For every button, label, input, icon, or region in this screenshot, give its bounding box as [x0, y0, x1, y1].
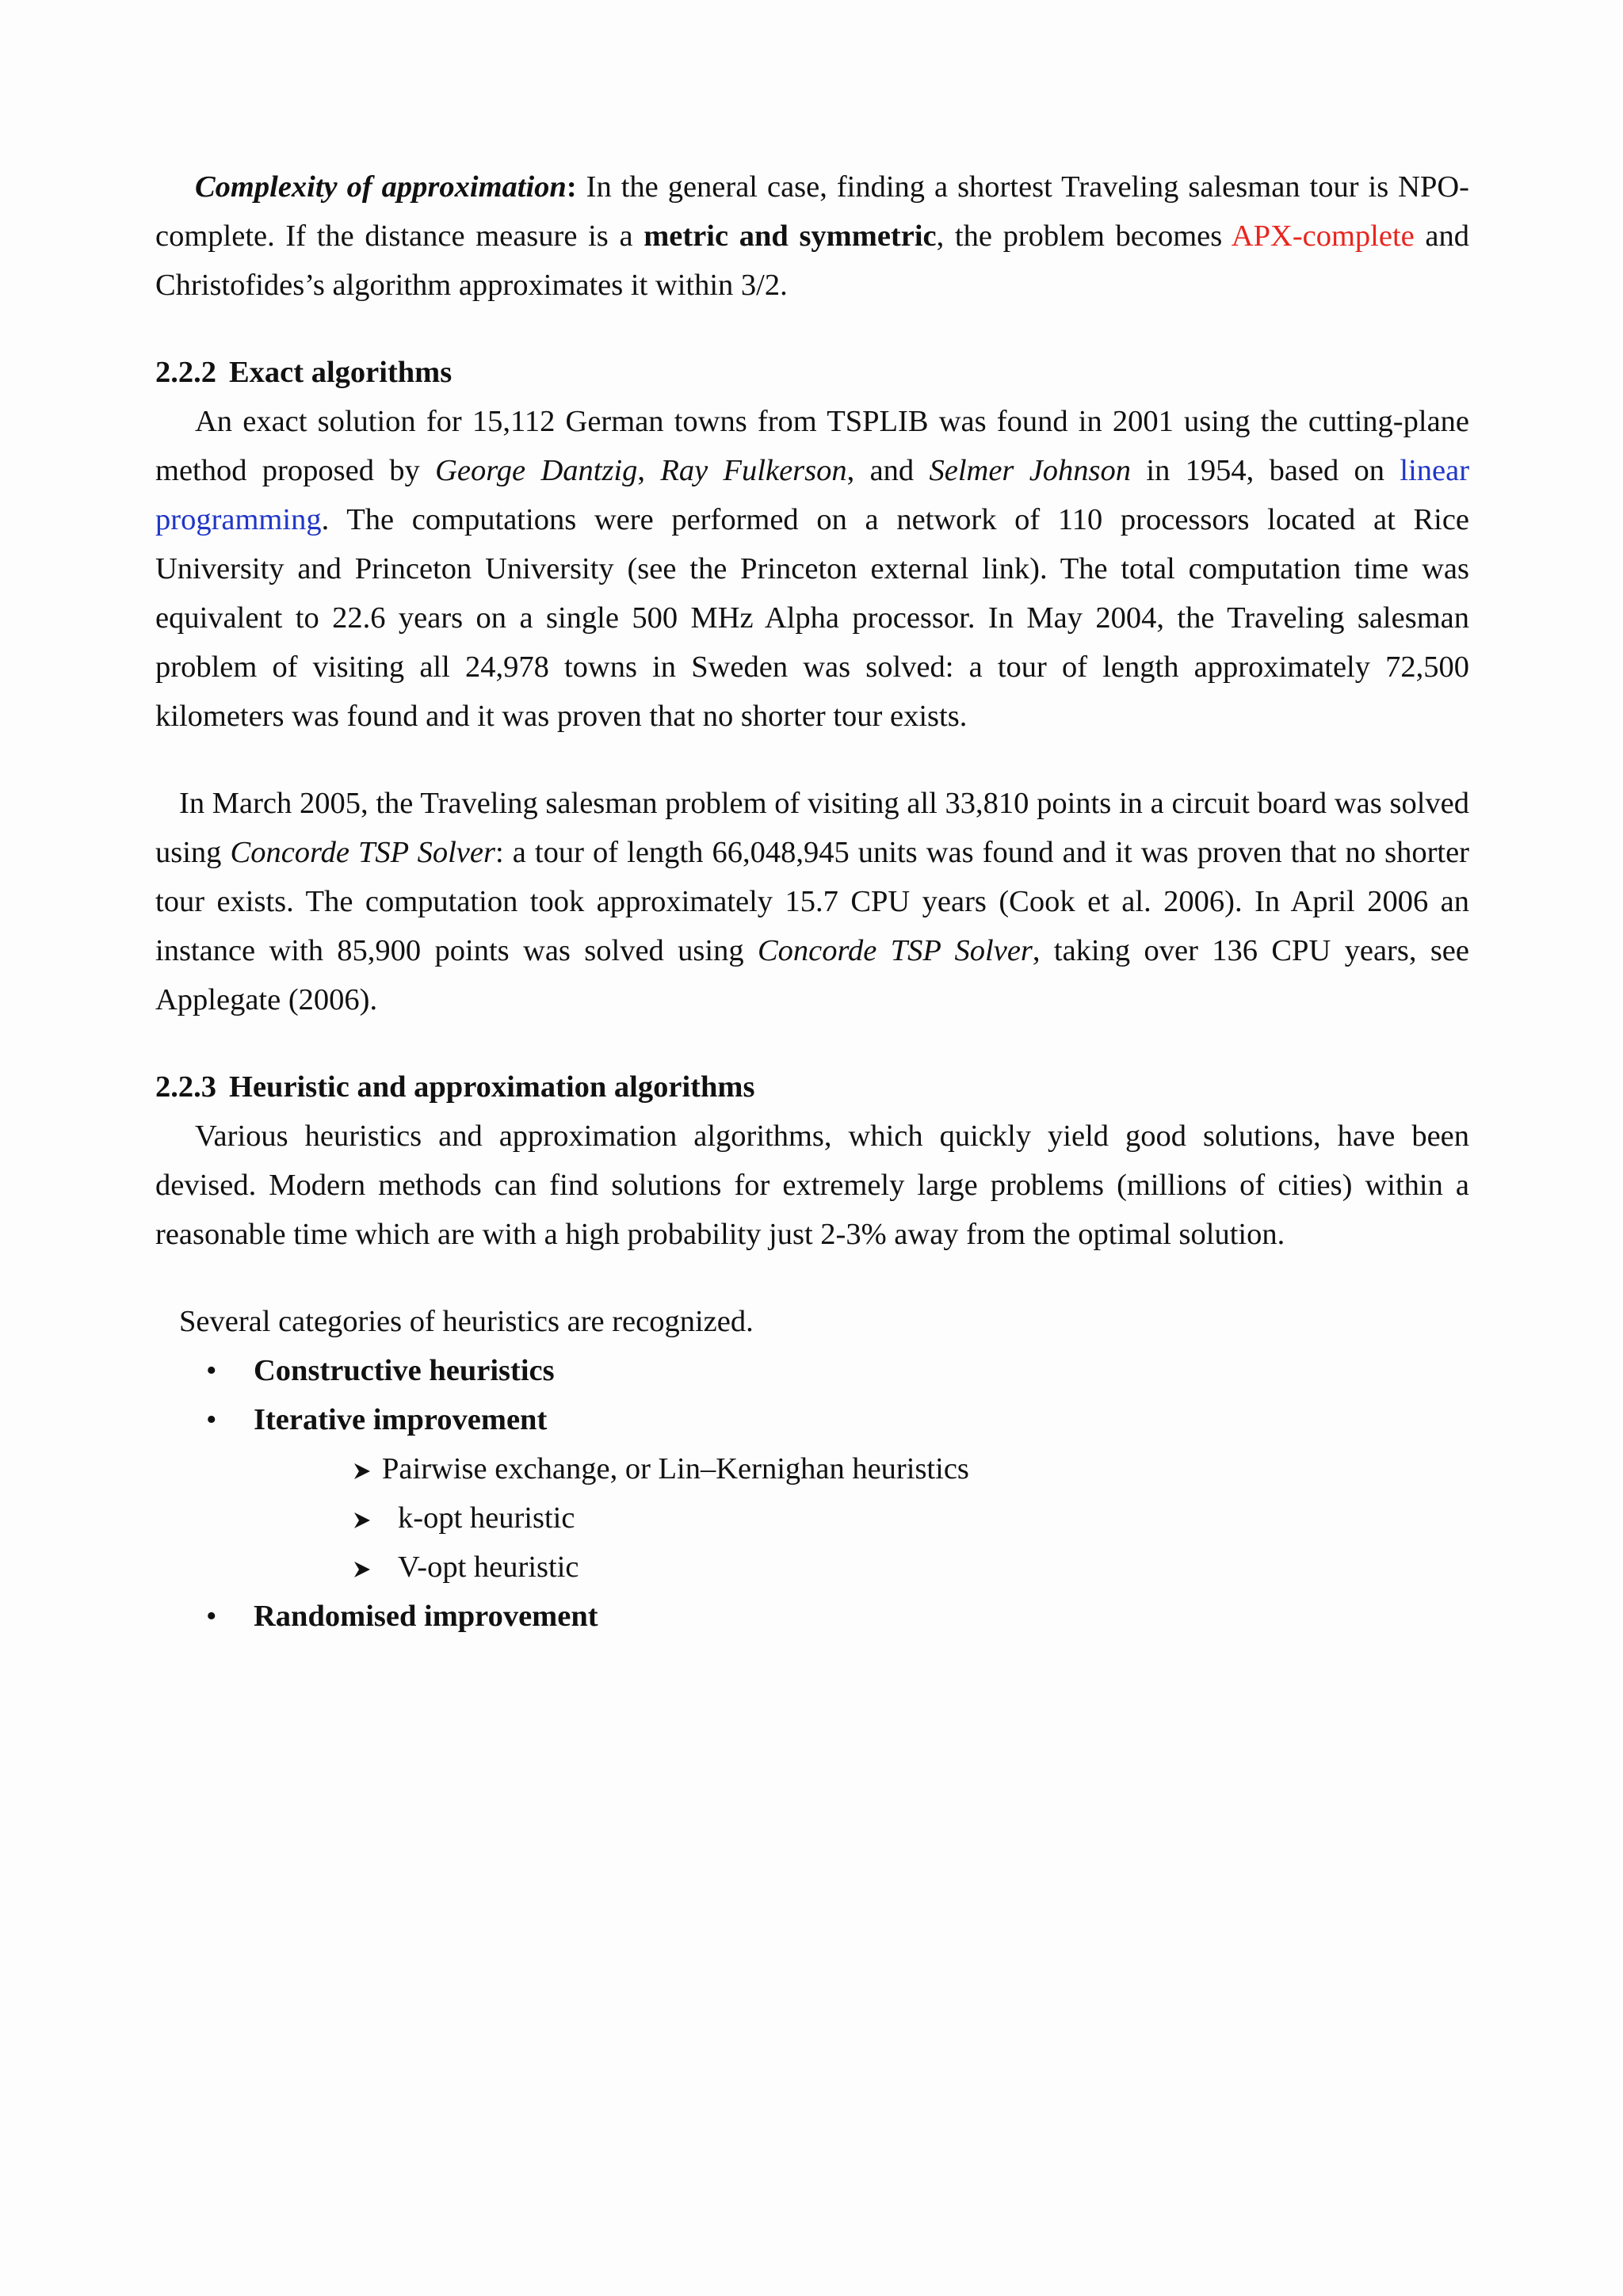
apx-complete-link[interactable]: APX-complete: [1231, 219, 1415, 253]
solver-name: Concorde TSP Solver: [757, 934, 1033, 967]
linear-programming-link[interactable]: linear programming: [155, 454, 1470, 536]
exact2-text-a: In March 2005, the Traveling salesman problem of visiting all 33,810 points in a circuit board was solved using: [155, 787, 1469, 869]
arrow-bullet-icon: [352, 1444, 372, 1493]
bullet-icon: •: [206, 1354, 217, 1387]
name-johnson: Selmer Johnson: [929, 454, 1132, 487]
complexity-text-2: , the problem becomes: [936, 219, 1232, 253]
arrow-bullet-icon: [352, 1493, 372, 1543]
name-fulkerson: Ray Fulkerson: [660, 454, 847, 487]
sub-list: [254, 1444, 1469, 1592]
document-page: [155, 162, 1469, 1641]
sep: , and: [846, 454, 930, 487]
section-number: 2.2.3: [155, 1070, 216, 1104]
heuristic-paragraph: Various heuristics and approximation algorithms, which quickly yield good solutions, have been devised. Modern methods can find solutions for extremely large problems (millions of cities) within a reasonable time which are with a high probability just 2-3% away from the optimal solution.: [155, 1119, 1469, 1251]
sub-item-label: V-opt heuristic: [398, 1550, 579, 1584]
section-heading-exact: [155, 348, 1469, 397]
exact-paragraph-2: [155, 779, 1469, 1024]
heuristic-category-list: [155, 1346, 1469, 1641]
section-title: Heuristic and approximation algorithms: [229, 1070, 755, 1104]
complexity-lead: Complexity of approximation: [195, 170, 567, 204]
exact-text-a: An exact solution for 15,112 German towns from TSPLIB was found in 2001 using the cutting-plane method proposed by: [155, 405, 1469, 487]
sub-list-item: [254, 1493, 1469, 1543]
complexity-colon: :: [566, 170, 577, 204]
list-item: [155, 1395, 1469, 1592]
sub-item-label: Pairwise exchange, or Lin–Kernighan heuristics: [382, 1452, 969, 1486]
list-item: [155, 1592, 1469, 1641]
exact2-text-b: : a tour of length 66,048,945 units was found and it was proven that no shorter tour exists. The computation took approximately 15.7 CPU years (Cook et al. 2006). In April 2006 an instance with 85,900 points was solved using: [155, 836, 1469, 967]
sub-list-item: [254, 1543, 1469, 1592]
name-dantzig: George Dantzig: [435, 454, 638, 487]
solver-name: Concorde TSP Solver: [230, 836, 495, 869]
sub-list-item: [254, 1444, 1469, 1493]
sub-item-label: k-opt heuristic: [398, 1501, 575, 1535]
section-heading-heuristic: [155, 1062, 1469, 1112]
exact-text-b: in 1954, based on: [1131, 454, 1400, 487]
bullet-icon: •: [206, 1403, 217, 1436]
exact2-text-c: , taking over 136 CPU years, see Applegate (2006).: [155, 934, 1469, 1016]
category-label: Randomised improvement: [254, 1600, 598, 1633]
complexity-text-3: and Christofides’s algorithm approximates it within 3/2.: [155, 219, 1469, 302]
heuristic-intro: Several categories of heuristics are recognized.: [179, 1305, 754, 1338]
bullet-icon: •: [206, 1600, 217, 1633]
category-label: Constructive heuristics: [254, 1354, 555, 1387]
category-label: Iterative improvement: [254, 1403, 548, 1436]
sep: ,: [637, 454, 661, 487]
complexity-paragraph: [155, 162, 1469, 310]
metric-symmetric-term: metric and symmetric: [643, 219, 937, 253]
complexity-text-1: In the general case, finding a shortest Traveling salesman tour is NPO-complete. If the distance measure is a: [155, 170, 1469, 253]
arrow-bullet-icon: [352, 1543, 372, 1592]
exact-text-c: . The computations were performed on a network of 110 processors located at Rice University and Princeton University (see the Princeton external link). The total computation time was equivalent to 22.6 years on a single 500 MHz Alpha processor. In May 2004, the Traveling salesman problem of visiting all 24,978 towns in Sweden was solved: a tour of length approximately 72,500 kilometers was found and it was proven that no shorter tour exists.: [155, 503, 1469, 733]
exact-paragraph-1: [155, 397, 1469, 741]
list-item: [155, 1346, 1469, 1395]
section-title: Exact algorithms: [229, 356, 453, 389]
section-number: 2.2.2: [155, 356, 216, 389]
